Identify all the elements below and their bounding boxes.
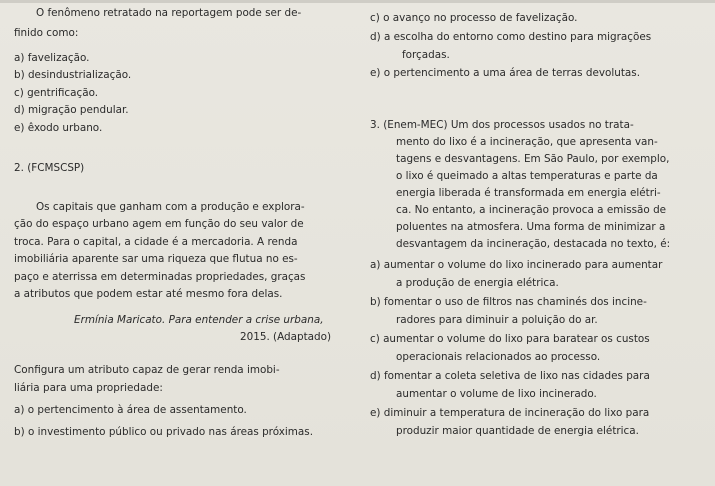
- q2-text-line: troca. Para o capital, a cidade é a mercadoria. A renda: [14, 236, 298, 248]
- q2-option-a: a) o pertencimento à área de assentamento.: [14, 404, 247, 416]
- q3-text-line: ca. No entanto, a incineração provoca a emissão de: [396, 204, 667, 216]
- q2-question-line: liária para uma propriedade:: [14, 382, 163, 394]
- q3-option-b: b) fomentar o uso de filtros nas chaminés dos incine-: [370, 296, 647, 308]
- q2-option-b: b) o investimento público ou privado nas áreas próximas.: [14, 426, 314, 438]
- q2-source-author-title: Ermínia Maricato. Para entender a crise urbana,: [74, 314, 324, 326]
- q1-option-a: a) favelização.: [14, 52, 90, 64]
- q1-option-e: e) êxodo urbano.: [14, 122, 103, 134]
- q3-text-line: o lixo é queimado a altas temperaturas e parte da: [396, 170, 658, 182]
- q3-text-line: desvantagem da incineração, destacada no texto, é:: [396, 238, 671, 250]
- q2-text-line: ção do espaço urbano agem em função do seu valor de: [14, 218, 304, 230]
- q3-text-line: mento do lixo é a incineração, que apresenta van-: [396, 136, 658, 148]
- q2-text-line: a atributos que podem estar até mesmo fora delas.: [14, 288, 283, 300]
- q3-option-d: d) fomentar a coleta seletiva de lixo nas cidades para: [370, 370, 650, 382]
- q1-option-c-cont: c) o avanço no processo de favelização.: [370, 12, 578, 24]
- q1-option-c: c) gentrificação.: [14, 87, 99, 99]
- q3-option-c-line2: operacionais relacionados ao processo.: [396, 351, 601, 363]
- q2-source-year: 2015. (Adaptado): [240, 331, 332, 343]
- q3-text-line: tagens e desvantagens. Em São Paulo, por exemplo,: [396, 153, 670, 165]
- q2-header: 2. (FCMSCSP): [14, 162, 85, 174]
- q3-option-d-line2: aumentar o volume de lixo incinerado.: [396, 388, 597, 400]
- q1-option-e-cont: e) o pertencimento a uma área de terras devolutas.: [370, 67, 641, 79]
- q2-question-line: Configura um atributo capaz de gerar renda imobi-: [14, 364, 280, 376]
- q3-option-a: a) aumentar o volume do lixo incinerado para aumentar: [370, 259, 663, 271]
- right-column: [370, 0, 710, 486]
- q3-option-b-line2: radores para diminuir a poluição do ar.: [396, 314, 598, 326]
- q1-option-b: b) desindustrialização.: [14, 69, 132, 81]
- q3-text-line: energia liberada é transformada em energia elétri-: [396, 187, 661, 199]
- q3-option-e: e) diminuir a temperatura de incineração do lixo para: [370, 407, 650, 419]
- q3-option-e-line2: produzir maior quantidade de energia elétrica.: [396, 425, 639, 437]
- q2-text-line: paço e aterrissa em determinadas propriedades, graças: [14, 271, 306, 283]
- q3-option-a-line2: a produção de energia elétrica.: [396, 277, 559, 289]
- q3-text-line: poluentes na atmosfera. Uma forma de minimizar a: [396, 221, 666, 233]
- q3-option-c: c) aumentar o volume do lixo para baratear os custos: [370, 333, 650, 345]
- q1-option-d: d) migração pendular.: [14, 104, 129, 116]
- q1-stem-line: finido como:: [14, 27, 79, 39]
- q2-text-line: imobiliária aparente sar uma riqueza que flutua no es-: [14, 253, 298, 265]
- q2-text-line: Os capitais que ganham com a produção e explora-: [36, 201, 305, 213]
- q3-text-line: 3. (Enem-MEC) Um dos processos usados no trata-: [370, 119, 634, 131]
- q1-option-d-cont-line2: forçadas.: [402, 49, 450, 61]
- left-column: [14, 0, 344, 486]
- q1-option-d-cont: d) a escolha do entorno como destino para migrações: [370, 31, 652, 43]
- q1-stem-line: O fenômeno retratado na reportagem pode ser de-: [36, 7, 302, 19]
